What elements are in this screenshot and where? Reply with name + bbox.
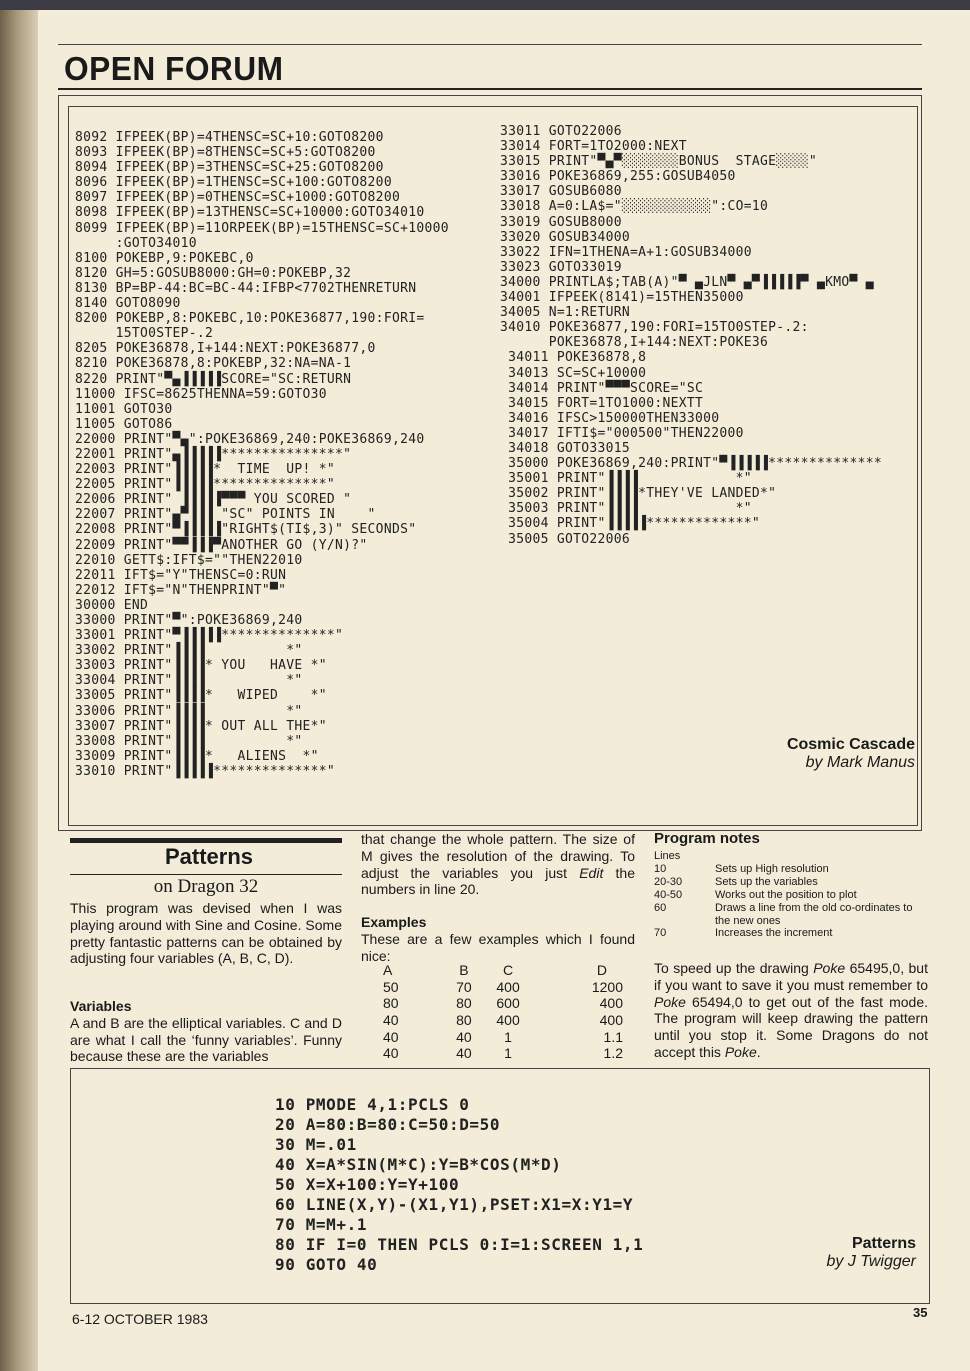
code-line: 33016 POKE36869,255:GOSUB4050	[500, 169, 736, 185]
code-line: 50 X=X+100:Y=Y+100	[275, 1175, 460, 1194]
examples-intro: These are a few examples which I found nice:	[361, 930, 635, 964]
examples-table-cell: 400	[599, 1012, 623, 1029]
code-line: 33018 A=0:LA$="░░░░░░░░░░░":CO=10	[500, 199, 769, 215]
program-note-row	[654, 889, 930, 902]
code-line: 33004 PRINT"▐▐▐▐ *"	[75, 673, 303, 689]
code-line: 34005 N=1:RETURN	[500, 305, 631, 321]
examples-table-row	[361, 979, 637, 996]
examples-table-cell: 40	[383, 1045, 399, 1062]
program-note-row	[654, 863, 930, 876]
program-author: by Mark Manus	[805, 754, 915, 771]
variables-heading: Variables	[70, 998, 132, 1014]
code-line: 35003 PRINT"▐▐▐▐ *"	[500, 501, 752, 517]
program-caption	[787, 736, 915, 772]
code-line: 33009 PRINT"▐▐▐▐* ALIENS *"	[75, 748, 319, 764]
code-line: 22005 PRINT"▐▐▐▐▐**************"	[75, 477, 336, 493]
speed-text-a: To speed up the drawing	[654, 960, 814, 976]
variables-section	[70, 998, 342, 1065]
program-note-lines: 20-30	[654, 875, 683, 888]
code-line: 33010 PRINT"▐▐▐▐▐**************"	[75, 763, 336, 779]
code-line: 33001 PRINT"▀▐▐▐▐▐**************"	[75, 628, 344, 644]
code-listing-right	[500, 124, 882, 547]
examples-table-header	[361, 962, 637, 979]
code-line: 35004 PRINT"▐▐▐▐▐*************"	[500, 516, 761, 532]
code-line: 8210 POKE36878,8:POKEBP,32:NA=NA-1	[75, 356, 352, 372]
col2-edit-word: Edit	[579, 864, 604, 881]
code-line: 8099 IFPEEK(BP)=11ORPEEK(BP)=15THENSC=SC+10000	[75, 220, 449, 236]
program-notes-heading: Program notes	[654, 830, 760, 847]
code-line: 34001 IFPEEK(8141)=15THEN35000	[500, 290, 744, 306]
examples-column-header: A	[383, 962, 393, 979]
article-title-wrap	[70, 844, 342, 870]
code-line: 35002 PRINT"▐▐▐▐*THEY'VE LANDED*"	[500, 486, 777, 502]
code-line: 34016 IFSC>150000THEN33000	[500, 410, 720, 426]
examples-table-cell: 1	[504, 1028, 512, 1045]
code-line: 8140 GOTO8090	[75, 296, 181, 312]
col2-text-a: that change the whole pattern. The size of M gives the resolution of the drawing. To adjust the variables you just	[361, 831, 635, 881]
code-line: 34013 SC=SC+10000	[500, 365, 647, 381]
patterns-code-listing	[275, 1095, 643, 1275]
code-line: 70 M=M+.1	[275, 1215, 368, 1234]
speed-poke-1: Poke	[813, 960, 846, 976]
code-line: 33000 PRINT"▀":POKE36869,240	[75, 613, 303, 628]
program-note-row	[654, 876, 930, 889]
examples-table-cell: 1	[504, 1045, 512, 1062]
code-line: 22008 PRINT"▀▐▐▐▐▐"RIGHT$(TI$,3)" SECONDS"	[75, 522, 417, 538]
code-line: 33007 PRINT"▐▐▐▐* OUT ALL THE*"	[75, 718, 327, 734]
notes-lines-label: Lines	[654, 850, 681, 862]
examples-heading: Examples	[361, 914, 427, 930]
code-line: 80 IF I=0 THEN PCLS 0:I=1:SCREEN 1,1	[275, 1235, 644, 1254]
program-notes	[654, 850, 930, 940]
program-note-text: Increases the increment	[715, 927, 833, 940]
code-line: 34015 FORT=1TO1000:NEXTT	[500, 395, 704, 411]
examples-column-header: B	[459, 962, 469, 979]
examples-table-cell: 80	[383, 995, 399, 1012]
code-line: :GOTO34010	[75, 235, 197, 251]
code-line: 33006 PRINT"▐▐▐▐ *"	[75, 703, 303, 719]
code-line: 10 PMODE 4,1:PCLS 0	[275, 1095, 470, 1114]
code-line: 11001 GOTO30	[75, 401, 173, 417]
code-line: 15TO0STEP-.2	[75, 326, 214, 342]
code-line: 33011 GOTO22006	[500, 124, 622, 139]
code-line: 33015 PRINT"▀▄▀░░░░░░░BONUS STAGE░░░░"	[500, 154, 817, 170]
program-note-row	[654, 902, 930, 928]
examples-table-cell: 50	[383, 978, 399, 995]
code-line: 33008 PRINT"▐▐▐▐ *"	[75, 733, 303, 749]
code-line: 8220 PRINT"▀▄▐▐▐▐▐SCORE="SC:RETURN	[75, 371, 352, 387]
examples-table-cell: 600	[496, 995, 520, 1012]
code-line: 22001 PRINT"▄▐▐▐▐▐***************"	[75, 446, 352, 462]
examples-column-header: D	[596, 962, 607, 979]
code-line: POKE36878,I+144:NEXT:POKE36	[500, 335, 769, 351]
speed-text-c: 65494,0 to get out of the fast mode. The program will keep drawing the pattern until you stop it. Some Dragons do not accept this	[654, 993, 928, 1060]
code-line: 33020 GOSUB34000	[500, 229, 631, 245]
page-number: 35	[913, 1305, 928, 1320]
article-subtitle: on Dragon 32	[153, 876, 259, 897]
code-line: 22009 PRINT"▀▀▐▐▐▀ANOTHER GO (Y/N)?"	[75, 537, 368, 553]
section-title: OPEN FORUM	[64, 50, 284, 87]
code-line: 8205 POKE36878,I+144:NEXT:POKE36877,0	[75, 341, 376, 357]
code-line: 90 GOTO 40	[275, 1255, 378, 1274]
code-line: 30 M=.01	[275, 1135, 357, 1154]
program-note-row	[654, 927, 930, 940]
examples-table-cell: 70	[456, 978, 472, 995]
code-line: 33017 GOSUB6080	[500, 184, 622, 200]
code-line: 33002 PRINT"▐▐▐▐ *"	[75, 643, 303, 659]
patterns-program-author: by J Twigger	[826, 1253, 916, 1270]
patterns-caption	[826, 1235, 916, 1271]
code-line: 8130 BP=BP-44:BC=BC-44:IFBP<7702THENRETURN	[75, 280, 417, 296]
code-line: 35001 PRINT"▐▐▐▐ *"	[500, 471, 752, 487]
code-line: 33022 IFN=1THENA=A+1:GOSUB34000	[500, 244, 752, 260]
code-line: 22012 IFT$="N"THENPRINT"▀"	[75, 582, 287, 598]
speed-tip-paragraph	[654, 960, 928, 1061]
article-intro: This program was devised when I was playing around with Sine and Cosine. Some pretty fantastic patterns can be obtained by adjusting four variables (A, B, C, D).	[70, 900, 342, 967]
examples-table-cell: 40	[383, 1028, 399, 1045]
code-line: 8098 IFPEEK(BP)=13THENSC=SC+10000:GOTO34010	[75, 205, 425, 221]
code-line: 33019 GOSUB8000	[500, 214, 622, 230]
code-line: 33014 FORT=1TO2000:NEXT	[500, 139, 687, 155]
issue-date: 6-12 OCTOBER 1983	[72, 1311, 208, 1327]
code-line: 33005 PRINT"▐▐▐▐* WIPED *"	[75, 688, 327, 704]
speed-poke-3: Poke	[724, 1043, 757, 1060]
examples-table	[361, 962, 637, 1062]
code-line: 34000 PRINTLA$;TAB(A)"▀ ▄JLN▀ ▄▀▐▐▐▐▐▀ ▄KMO▀ ▄	[500, 274, 874, 290]
program-note-text: Sets up the variables	[715, 875, 818, 888]
program-note-lines: 10	[654, 862, 667, 875]
program-note-lines: 70	[654, 927, 667, 940]
examples-table-cell: 400	[599, 995, 623, 1012]
code-line: 8120 GH=5:GOSUB8000:GH=0:POKEBP,32	[75, 265, 352, 281]
code-line: 22003 PRINT"▐▐▐▐▐* TIME UP! *"	[75, 462, 336, 478]
examples-column-header: C	[502, 962, 514, 979]
code-line: 33003 PRINT"▐▐▐▐* YOU HAVE *"	[75, 658, 327, 674]
code-listing-left	[75, 130, 449, 779]
examples-table-cell: 400	[496, 978, 520, 995]
code-line: 34014 PRINT"▀▀▀SCORE="SC	[500, 380, 704, 396]
code-line: 40 X=A*SIN(M*C):Y=B*COS(M*D)	[275, 1155, 562, 1174]
code-line: 8100 POKEBP,9:POKEBC,0	[75, 250, 254, 266]
code-line: 34018 GOTO33015	[500, 440, 631, 456]
code-line: 8092 IFPEEK(BP)=4THENSC=SC+10:GOTO8200	[75, 130, 384, 145]
speed-poke-2: Poke	[654, 993, 686, 1010]
code-line: 22007 PRINT"▄▀▐▐▐ "SC" POINTS IN "	[75, 507, 376, 523]
speed-text-d: .	[756, 1043, 761, 1060]
code-line: 8097 IFPEEK(BP)=0THENSC=SC+1000:GOTO8200	[75, 190, 401, 206]
page-gutter	[0, 0, 38, 1371]
code-line: 20 A=80:B=80:C=50:D=50	[275, 1115, 501, 1134]
examples-table-cell: 40	[456, 1028, 472, 1045]
code-line: 22006 PRINT" ▐▐▐▐▐▀▀▀ YOU SCORED "	[75, 492, 352, 508]
code-line: 60 LINE(X,Y)-(X1,Y1),PSET:X1=X:Y1=Y	[275, 1195, 634, 1214]
program-note-lines: 40-50	[654, 888, 683, 901]
code-line: 8096 IFPEEK(BP)=1THENSC=SC+100:GOTO8200	[75, 175, 392, 191]
article-title: Patterns	[164, 844, 254, 869]
code-line: 35000 POKE36869,240:PRINT"▀▐▐▐▐▐**************	[500, 456, 882, 472]
header-rule-top	[58, 44, 922, 45]
code-line: 22010 GETT$:IFT$=""THEN22010	[75, 552, 303, 568]
code-line: 34011 POKE36878,8	[500, 350, 647, 366]
examples-section	[361, 914, 635, 964]
examples-table-cell: 1.2	[603, 1045, 623, 1062]
program-note-text: Sets up High resolution	[715, 862, 829, 875]
examples-table-cell: 80	[456, 1012, 472, 1029]
examples-table-cell: 400	[496, 1012, 520, 1029]
code-line: 30000 END	[75, 597, 149, 613]
examples-table-cell: 1200	[591, 978, 623, 995]
speed-text-b: 65495,0, but if you want to save it you must remember to	[654, 960, 928, 993]
code-line: 22011 IFT$="Y"THENSC=0:RUN	[75, 567, 287, 583]
program-note-text: Works out the position to plot	[715, 888, 857, 901]
code-line: 34010 POKE36877,190:FORI=15TO0STEP-.2:	[500, 320, 809, 336]
article-column2-text	[361, 831, 635, 898]
code-line: 34017 IFTI$="000500"THEN22000	[500, 425, 744, 441]
variables-text: A and B are the elliptical variables. C and D are what I call the ‘funny variables’. Funny because these are the variables	[70, 1014, 342, 1065]
code-line: 8093 IFPEEK(BP)=8THENSC=SC+5:GOTO8200	[75, 145, 376, 161]
article-rule-mid	[70, 874, 342, 875]
examples-table-cell: 1.1	[603, 1028, 623, 1045]
page-top-edge	[0, 0, 970, 10]
code-line: 35005 GOTO22006	[500, 531, 631, 547]
examples-table-body	[361, 979, 637, 1062]
article-rule-top	[70, 838, 342, 843]
program-title: Cosmic Cascade	[786, 736, 915, 753]
code-line: 11005 GOTO86	[75, 416, 173, 432]
header-rule-bottom	[58, 88, 922, 90]
code-line: 33023 GOTO33019	[500, 259, 622, 275]
code-line: 8094 IFPEEK(BP)=3THENSC=SC+25:GOTO8200	[75, 160, 384, 176]
col2-text-b: the numbers in line 20.	[361, 864, 636, 898]
patterns-program-title: Patterns	[851, 1235, 916, 1252]
examples-table-cell: 40	[456, 1045, 472, 1062]
examples-table-row	[361, 995, 637, 1012]
code-line: 22000 PRINT"▀▄":POKE36869,240:POKE36869,240	[75, 431, 425, 447]
code-line: 11000 IFSC=8625THENNA=59:GOTO30	[75, 386, 327, 402]
examples-table-row	[361, 1012, 637, 1029]
program-note-text: Draws a line from the old co-ordinates to the new ones	[715, 901, 913, 927]
examples-table-cell: 80	[456, 995, 472, 1012]
code-line: 8200 POKEBP,8:POKEBC,10:POKE36877,190:FORI=	[75, 311, 425, 327]
examples-table-cell: 40	[383, 1012, 399, 1029]
examples-table-row	[361, 1028, 637, 1045]
examples-table-row	[361, 1045, 637, 1062]
program-note-lines: 60	[654, 901, 667, 914]
